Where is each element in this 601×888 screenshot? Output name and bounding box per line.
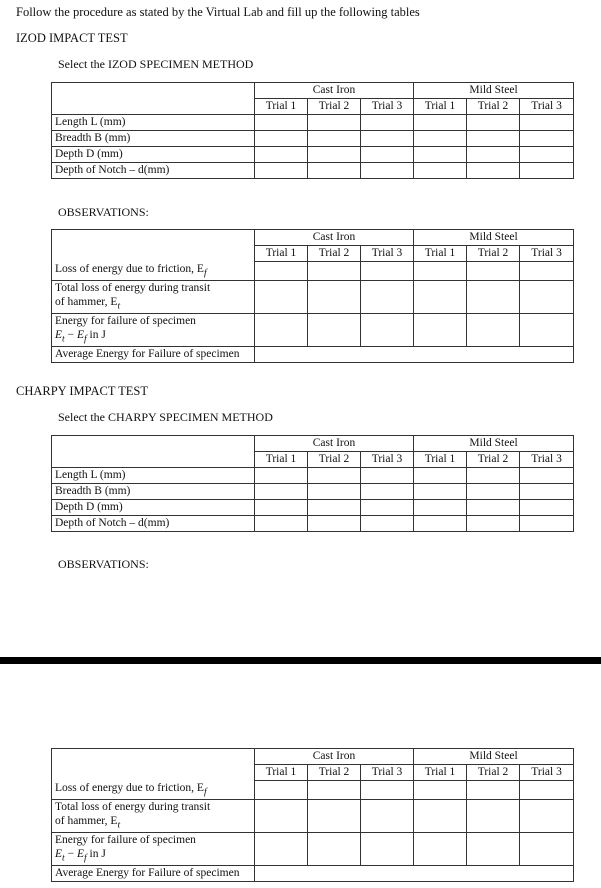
header-trial-3: Trial 3 — [361, 765, 414, 781]
data-cell[interactable] — [520, 781, 574, 800]
header-trial-2: Trial 2 — [308, 452, 361, 468]
data-cell[interactable] — [414, 468, 467, 484]
data-cell[interactable] — [361, 262, 414, 281]
row-label-average: Average Energy for Failure of specimen — [52, 347, 255, 363]
header-cast-iron: Cast Iron — [255, 436, 414, 452]
data-cell[interactable] — [308, 799, 361, 832]
row-label-length: Length L (mm) — [52, 468, 255, 484]
data-cell[interactable] — [308, 468, 361, 484]
row-label-friction: Loss of energy due to friction, $E_f$ — [52, 262, 255, 281]
data-cell[interactable] — [520, 131, 574, 147]
data-cell[interactable] — [255, 280, 308, 313]
izod-heading: IZOD IMPACT TEST — [16, 31, 128, 45]
row-label-breadth: Breadth B (mm) — [52, 131, 255, 147]
data-cell[interactable] — [467, 781, 520, 800]
data-cell[interactable] — [467, 799, 520, 832]
data-cell[interactable] — [308, 516, 361, 532]
header-trial-2: Trial 2 — [308, 99, 361, 115]
charpy-specimen-table — [51, 435, 574, 532]
izod-select-label: Select the IZOD SPECIMEN METHOD — [58, 57, 254, 71]
header-trial-1: Trial 1 — [414, 452, 467, 468]
header-trial-1: Trial 1 — [255, 246, 308, 262]
data-cell[interactable] — [414, 799, 467, 832]
data-cell[interactable] — [414, 163, 467, 179]
data-cell[interactable] — [414, 516, 467, 532]
data-cell[interactable] — [467, 280, 520, 313]
header-mild-steel: Mild Steel — [414, 230, 574, 246]
row-label-breadth: Breadth B (mm) — [52, 484, 255, 500]
data-cell[interactable] — [414, 781, 467, 800]
data-cell[interactable] — [361, 280, 414, 313]
data-cell[interactable] — [361, 163, 414, 179]
header-trial-2: Trial 2 — [467, 246, 520, 262]
data-cell[interactable] — [520, 799, 574, 832]
data-cell[interactable] — [255, 500, 308, 516]
data-cell[interactable] — [520, 833, 574, 866]
data-cell[interactable] — [255, 781, 308, 800]
header-trial-2: Trial 2 — [467, 765, 520, 781]
row-label-transit: Total loss of energy during transit of hammer, $E_t$ — [52, 799, 255, 832]
data-cell[interactable] — [467, 468, 520, 484]
data-cell[interactable] — [255, 516, 308, 532]
data-cell[interactable] — [255, 484, 308, 500]
header-trial-1: Trial 1 — [414, 246, 467, 262]
data-cell[interactable] — [414, 833, 467, 866]
data-cell[interactable] — [255, 262, 308, 281]
izod-specimen-table — [51, 82, 574, 179]
data-cell[interactable] — [414, 280, 467, 313]
data-cell[interactable] — [361, 781, 414, 800]
row-label-depth: Depth D (mm) — [52, 147, 255, 163]
data-cell[interactable] — [308, 131, 361, 147]
data-cell[interactable] — [361, 468, 414, 484]
charpy-observations-table — [51, 748, 574, 882]
header-trial-2: Trial 2 — [308, 246, 361, 262]
data-cell[interactable] — [467, 115, 520, 131]
data-cell[interactable] — [520, 314, 574, 347]
intro-instruction: Follow the procedure as stated by the Virtual Lab and fill up the following tables — [16, 5, 420, 19]
data-cell[interactable] — [520, 468, 574, 484]
charpy-heading: CHARPY IMPACT TEST — [16, 384, 148, 398]
header-cast-iron: Cast Iron — [255, 83, 414, 99]
data-cell[interactable] — [255, 131, 308, 147]
data-cell[interactable] — [361, 516, 414, 532]
charpy-select-label: Select the CHARPY SPECIMEN METHOD — [58, 410, 273, 424]
header-trial-3: Trial 3 — [361, 99, 414, 115]
data-cell[interactable] — [467, 833, 520, 866]
data-cell[interactable] — [361, 484, 414, 500]
header-cast-iron: Cast Iron — [255, 749, 414, 765]
data-cell[interactable] — [467, 516, 520, 532]
data-cell[interactable] — [308, 147, 361, 163]
header-mild-steel: Mild Steel — [414, 436, 574, 452]
data-cell[interactable] — [255, 314, 308, 347]
data-cell[interactable] — [414, 484, 467, 500]
izod-observations-table — [51, 229, 574, 363]
data-cell[interactable] — [520, 163, 574, 179]
data-cell[interactable] — [308, 500, 361, 516]
header-mild-steel: Mild Steel — [414, 749, 574, 765]
data-cell[interactable] — [255, 833, 308, 866]
data-cell[interactable] — [308, 115, 361, 131]
data-cell[interactable] — [467, 131, 520, 147]
data-cell[interactable] — [308, 833, 361, 866]
header-trial-3: Trial 3 — [520, 246, 574, 262]
header-trial-1: Trial 1 — [255, 452, 308, 468]
data-cell[interactable] — [255, 115, 308, 131]
header-trial-2: Trial 2 — [308, 765, 361, 781]
data-cell[interactable] — [467, 147, 520, 163]
row-label-length: Length L (mm) — [52, 115, 255, 131]
data-cell[interactable] — [308, 163, 361, 179]
row-label-failure: Energy for failure of specimen $E_t - E_f$ in J — [52, 314, 255, 347]
data-cell[interactable] — [520, 500, 574, 516]
header-trial-2: Trial 2 — [467, 99, 520, 115]
header-trial-1: Trial 1 — [414, 99, 467, 115]
row-label-transit: Total loss of energy during transit of hammer, $E_t$ — [52, 280, 255, 313]
data-cell[interactable] — [467, 484, 520, 500]
header-trial-1: Trial 1 — [255, 765, 308, 781]
page-break-divider — [0, 657, 601, 664]
data-cell[interactable] — [308, 280, 361, 313]
data-cell[interactable] — [467, 262, 520, 281]
data-cell[interactable] — [520, 280, 574, 313]
data-cell[interactable] — [361, 500, 414, 516]
data-cell[interactable] — [414, 115, 467, 131]
average-cell[interactable] — [255, 866, 574, 882]
data-cell[interactable] — [361, 799, 414, 832]
row-label-failure: Energy for failure of specimen $E_t - E_f$ in J — [52, 833, 255, 866]
data-cell[interactable] — [520, 516, 574, 532]
data-cell[interactable] — [361, 147, 414, 163]
header-trial-1: Trial 1 — [255, 99, 308, 115]
header-cast-iron: Cast Iron — [255, 230, 414, 246]
header-trial-2: Trial 2 — [467, 452, 520, 468]
data-cell[interactable] — [467, 163, 520, 179]
data-cell[interactable] — [414, 500, 467, 516]
data-cell[interactable] — [361, 115, 414, 131]
data-cell[interactable] — [308, 262, 361, 281]
data-cell[interactable] — [255, 799, 308, 832]
data-cell[interactable] — [414, 262, 467, 281]
charpy-observations-label: OBSERVATIONS: — [58, 557, 149, 571]
header-trial-3: Trial 3 — [361, 452, 414, 468]
data-cell[interactable] — [308, 484, 361, 500]
row-label-average: Average Energy for Failure of specimen — [52, 866, 255, 882]
data-cell[interactable] — [308, 781, 361, 800]
data-cell[interactable] — [361, 833, 414, 866]
data-cell[interactable] — [361, 314, 414, 347]
data-cell[interactable] — [520, 262, 574, 281]
data-cell[interactable] — [414, 314, 467, 347]
data-cell[interactable] — [308, 314, 361, 347]
data-cell[interactable] — [414, 131, 467, 147]
header-trial-3: Trial 3 — [520, 99, 574, 115]
row-label-notch: Depth of Notch – d(mm) — [52, 163, 255, 179]
header-mild-steel: Mild Steel — [414, 83, 574, 99]
header-empty-cell — [52, 83, 255, 99]
data-cell[interactable] — [361, 131, 414, 147]
header-trial-3: Trial 3 — [520, 765, 574, 781]
row-label-depth: Depth D (mm) — [52, 500, 255, 516]
data-cell[interactable] — [520, 115, 574, 131]
data-cell[interactable] — [520, 147, 574, 163]
header-trial-1: Trial 1 — [414, 765, 467, 781]
row-label-notch: Depth of Notch – d(mm) — [52, 516, 255, 532]
row-label-friction: Loss of energy due to friction, $E_f$ — [52, 781, 255, 800]
data-cell[interactable] — [255, 163, 308, 179]
data-cell[interactable] — [255, 468, 308, 484]
data-cell[interactable] — [414, 147, 467, 163]
header-trial-3: Trial 3 — [361, 246, 414, 262]
header-trial-3: Trial 3 — [520, 452, 574, 468]
izod-observations-label: OBSERVATIONS: — [58, 205, 149, 219]
data-cell[interactable] — [467, 314, 520, 347]
data-cell[interactable] — [520, 484, 574, 500]
average-cell[interactable] — [255, 347, 574, 363]
data-cell[interactable] — [467, 500, 520, 516]
data-cell[interactable] — [255, 147, 308, 163]
